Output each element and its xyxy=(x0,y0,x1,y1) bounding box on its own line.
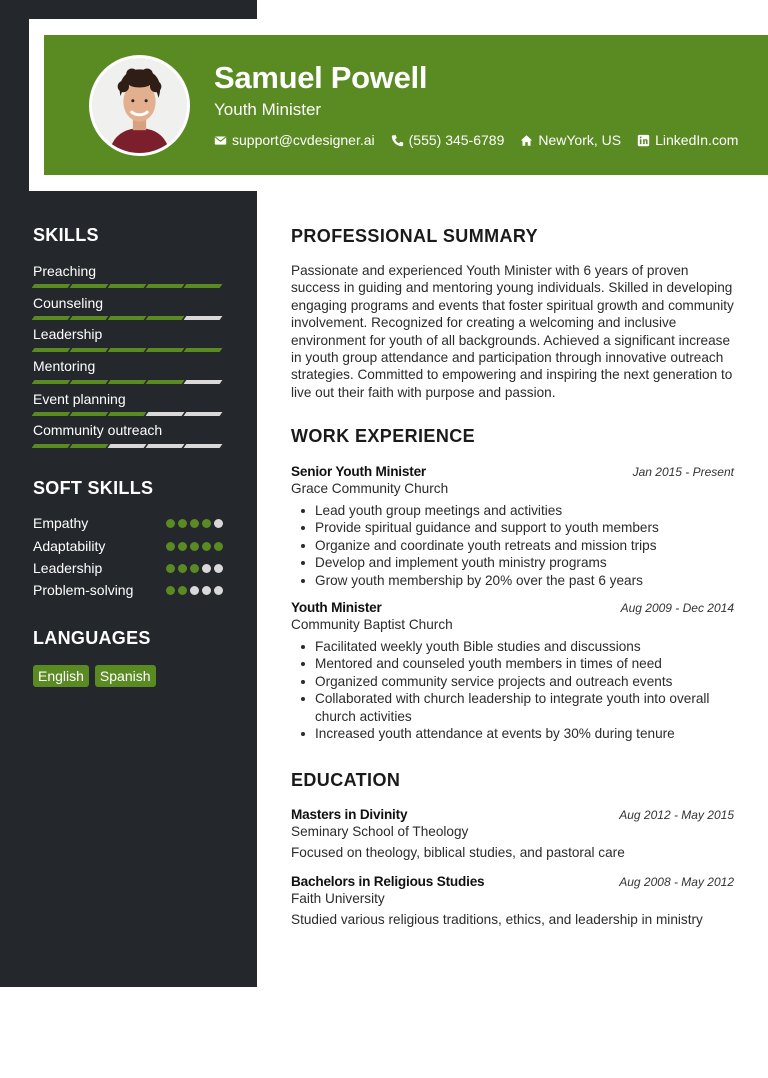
profile-photo xyxy=(92,58,187,153)
skill-level-segment xyxy=(146,380,185,384)
rating-dot xyxy=(178,542,187,551)
education-dates: Aug 2012 - May 2015 xyxy=(619,808,734,822)
skill-level-segment xyxy=(32,284,71,288)
skill-level-segment xyxy=(70,380,109,384)
job-bullets xyxy=(291,502,734,589)
skill-level-segment xyxy=(184,316,223,320)
contact-email[interactable] xyxy=(214,132,375,148)
skill-bar xyxy=(33,316,223,320)
linkedin-icon xyxy=(637,134,650,147)
phone-icon xyxy=(391,134,404,147)
list-item: Organized community service projects and outreach events xyxy=(291,673,734,690)
contact-linkedin[interactable] xyxy=(637,132,738,148)
skill-level-segment xyxy=(146,284,185,288)
soft-skill-row xyxy=(33,538,223,554)
skill-level-segment xyxy=(108,348,147,352)
avatar xyxy=(89,55,190,156)
job-title: Youth Minister xyxy=(291,600,382,615)
skill-level-segment xyxy=(32,412,71,416)
education-dates: Aug 2008 - May 2012 xyxy=(619,875,734,889)
skill-label: Community outreach xyxy=(33,422,163,438)
skill-bar xyxy=(33,284,223,288)
skill-level-segment xyxy=(108,444,147,448)
list-item: Lead youth group meetings and activities xyxy=(291,502,734,519)
rating-dot xyxy=(202,519,211,528)
degree: Masters in Divinity xyxy=(291,807,408,822)
languages-heading: LANGUAGES xyxy=(33,628,151,648)
contact-phone-text: (555) 345-6789 xyxy=(408,132,505,148)
skill-level-segment xyxy=(184,348,223,352)
language-list xyxy=(33,665,162,687)
contact-email-text: support@cvdesigner.ai xyxy=(232,132,375,148)
rating-dot xyxy=(178,519,187,528)
education-entry xyxy=(291,807,734,860)
skill-level-segment xyxy=(146,348,185,352)
skill-label: Event planning xyxy=(33,391,126,407)
candidate-name: Samuel Powell xyxy=(214,60,428,95)
rating-dot xyxy=(190,586,199,595)
skill-label: Counseling xyxy=(33,295,104,311)
rating-dot xyxy=(202,586,211,595)
education-entry xyxy=(291,874,734,927)
experience-heading: WORK EXPERIENCE xyxy=(291,426,476,446)
skill-level-segment xyxy=(108,412,147,416)
soft-skill-rating xyxy=(163,586,223,595)
skill-label: Preaching xyxy=(33,263,97,279)
degree: Bachelors in Religious Studies xyxy=(291,874,485,889)
education-description: Studied various religious traditions, ethics, and leadership in ministry xyxy=(291,912,703,927)
job-dates: Jan 2015 - Present xyxy=(632,465,734,479)
skill-bar xyxy=(33,412,223,416)
soft-skill-label: Leadership xyxy=(33,560,103,576)
rating-dot xyxy=(190,542,199,551)
education-heading: EDUCATION xyxy=(291,770,401,790)
skill-bar xyxy=(33,444,223,448)
skill-level-segment xyxy=(108,316,147,320)
job-title: Senior Youth Minister xyxy=(291,464,427,479)
soft-skill-rating xyxy=(163,542,223,551)
experience-entry xyxy=(291,600,734,742)
list-item: Mentored and counseled youth members in times of need xyxy=(291,655,734,672)
soft-skill-row xyxy=(33,560,223,576)
skill-level-segment xyxy=(70,348,109,352)
rating-dot xyxy=(166,519,175,528)
rating-dot xyxy=(202,564,211,573)
skill-level-segment xyxy=(32,444,71,448)
list-item: Grow youth membership by 20% over the past 6 years xyxy=(291,572,734,589)
list-item: Collaborated with church leadership to integrate youth into overall church activities xyxy=(291,690,734,725)
school: Seminary School of Theology xyxy=(291,824,469,839)
skill-level-segment xyxy=(70,316,109,320)
skill-level-segment xyxy=(184,444,223,448)
skill-level-segment xyxy=(146,412,185,416)
job-bullets xyxy=(291,638,734,742)
skill-level-segment xyxy=(70,444,109,448)
rating-dot xyxy=(190,519,199,528)
rating-dot xyxy=(190,564,199,573)
skill-level-segment xyxy=(32,316,71,320)
summary-text: Passionate and experienced Youth Minister with 6 years of proven success in guiding and mentoring young individuals. Skilled in developing engaging programs and events that foster spiritual growth and community involvement. Recognized for creating a welcoming and inclusive environment for youth of all backgrounds. Achieved a significant increase in youth group attendance and participation through innovative outreach strategies. Committed to empowering and inspiring the next generation to live out their faith with purpose and passion. xyxy=(291,263,734,400)
education-description: Focused on theology, biblical studies, and pastoral care xyxy=(291,845,625,860)
summary-heading: PROFESSIONAL SUMMARY xyxy=(291,226,539,246)
school: Faith University xyxy=(291,891,385,906)
soft-skill-rating xyxy=(163,519,223,528)
skill-level-segment xyxy=(108,284,147,288)
candidate-title: Youth Minister xyxy=(214,100,322,119)
soft-skill-row xyxy=(33,582,223,598)
soft-skill-label: Empathy xyxy=(33,515,89,531)
skill-bar xyxy=(33,380,223,384)
envelope-icon xyxy=(214,134,227,147)
contact-phone[interactable] xyxy=(391,132,505,148)
home-icon xyxy=(520,134,533,147)
soft-skills-heading: SOFT SKILLS xyxy=(33,478,154,498)
contact-location-text: NewYork, US xyxy=(538,132,622,148)
soft-skill-label: Problem-solving xyxy=(33,582,134,598)
skill-level-segment xyxy=(184,380,223,384)
rating-dot xyxy=(214,586,223,595)
soft-skill-label: Adaptability xyxy=(33,538,106,554)
skills-heading: SKILLS xyxy=(33,225,99,245)
employer: Grace Community Church xyxy=(291,481,449,496)
skill-level-segment xyxy=(146,316,185,320)
soft-skill-rating xyxy=(163,564,223,573)
skill-level-segment xyxy=(32,348,71,352)
job-dates: Aug 2009 - Dec 2014 xyxy=(620,601,734,615)
skill-level-segment xyxy=(184,412,223,416)
list-item: Increased youth attendance at events by 30% during tenure xyxy=(291,725,734,742)
skill-level-segment xyxy=(70,284,109,288)
rating-dot xyxy=(166,564,175,573)
experience-entry xyxy=(291,464,734,589)
rating-dot xyxy=(166,542,175,551)
rating-dot xyxy=(214,542,223,551)
skill-level-segment xyxy=(184,284,223,288)
language-badge: English xyxy=(33,665,89,687)
skill-bar xyxy=(33,348,223,352)
skill-label: Mentoring xyxy=(33,358,96,374)
skill-level-segment xyxy=(108,380,147,384)
employer: Community Baptist Church xyxy=(291,617,453,632)
list-item: Facilitated weekly youth Bible studies and discussions xyxy=(291,638,734,655)
rating-dot xyxy=(202,542,211,551)
contact-location xyxy=(520,132,621,148)
rating-dot xyxy=(214,564,223,573)
skill-label: Leadership xyxy=(33,326,103,342)
list-item: Organize and coordinate youth retreats and mission trips xyxy=(291,537,734,554)
contact-list xyxy=(214,132,754,148)
contact-linkedin-text: LinkedIn.com xyxy=(655,132,739,148)
rating-dot xyxy=(178,564,187,573)
list-item: Provide spiritual guidance and support to youth members xyxy=(291,519,734,536)
skill-level-segment xyxy=(146,444,185,448)
rating-dot xyxy=(214,519,223,528)
skill-level-segment xyxy=(32,380,71,384)
soft-skill-row xyxy=(33,515,223,531)
rating-dot xyxy=(166,586,175,595)
skill-level-segment xyxy=(70,412,109,416)
list-item: Develop and implement youth ministry programs xyxy=(291,554,734,571)
language-badge: Spanish xyxy=(95,665,156,687)
rating-dot xyxy=(178,586,187,595)
